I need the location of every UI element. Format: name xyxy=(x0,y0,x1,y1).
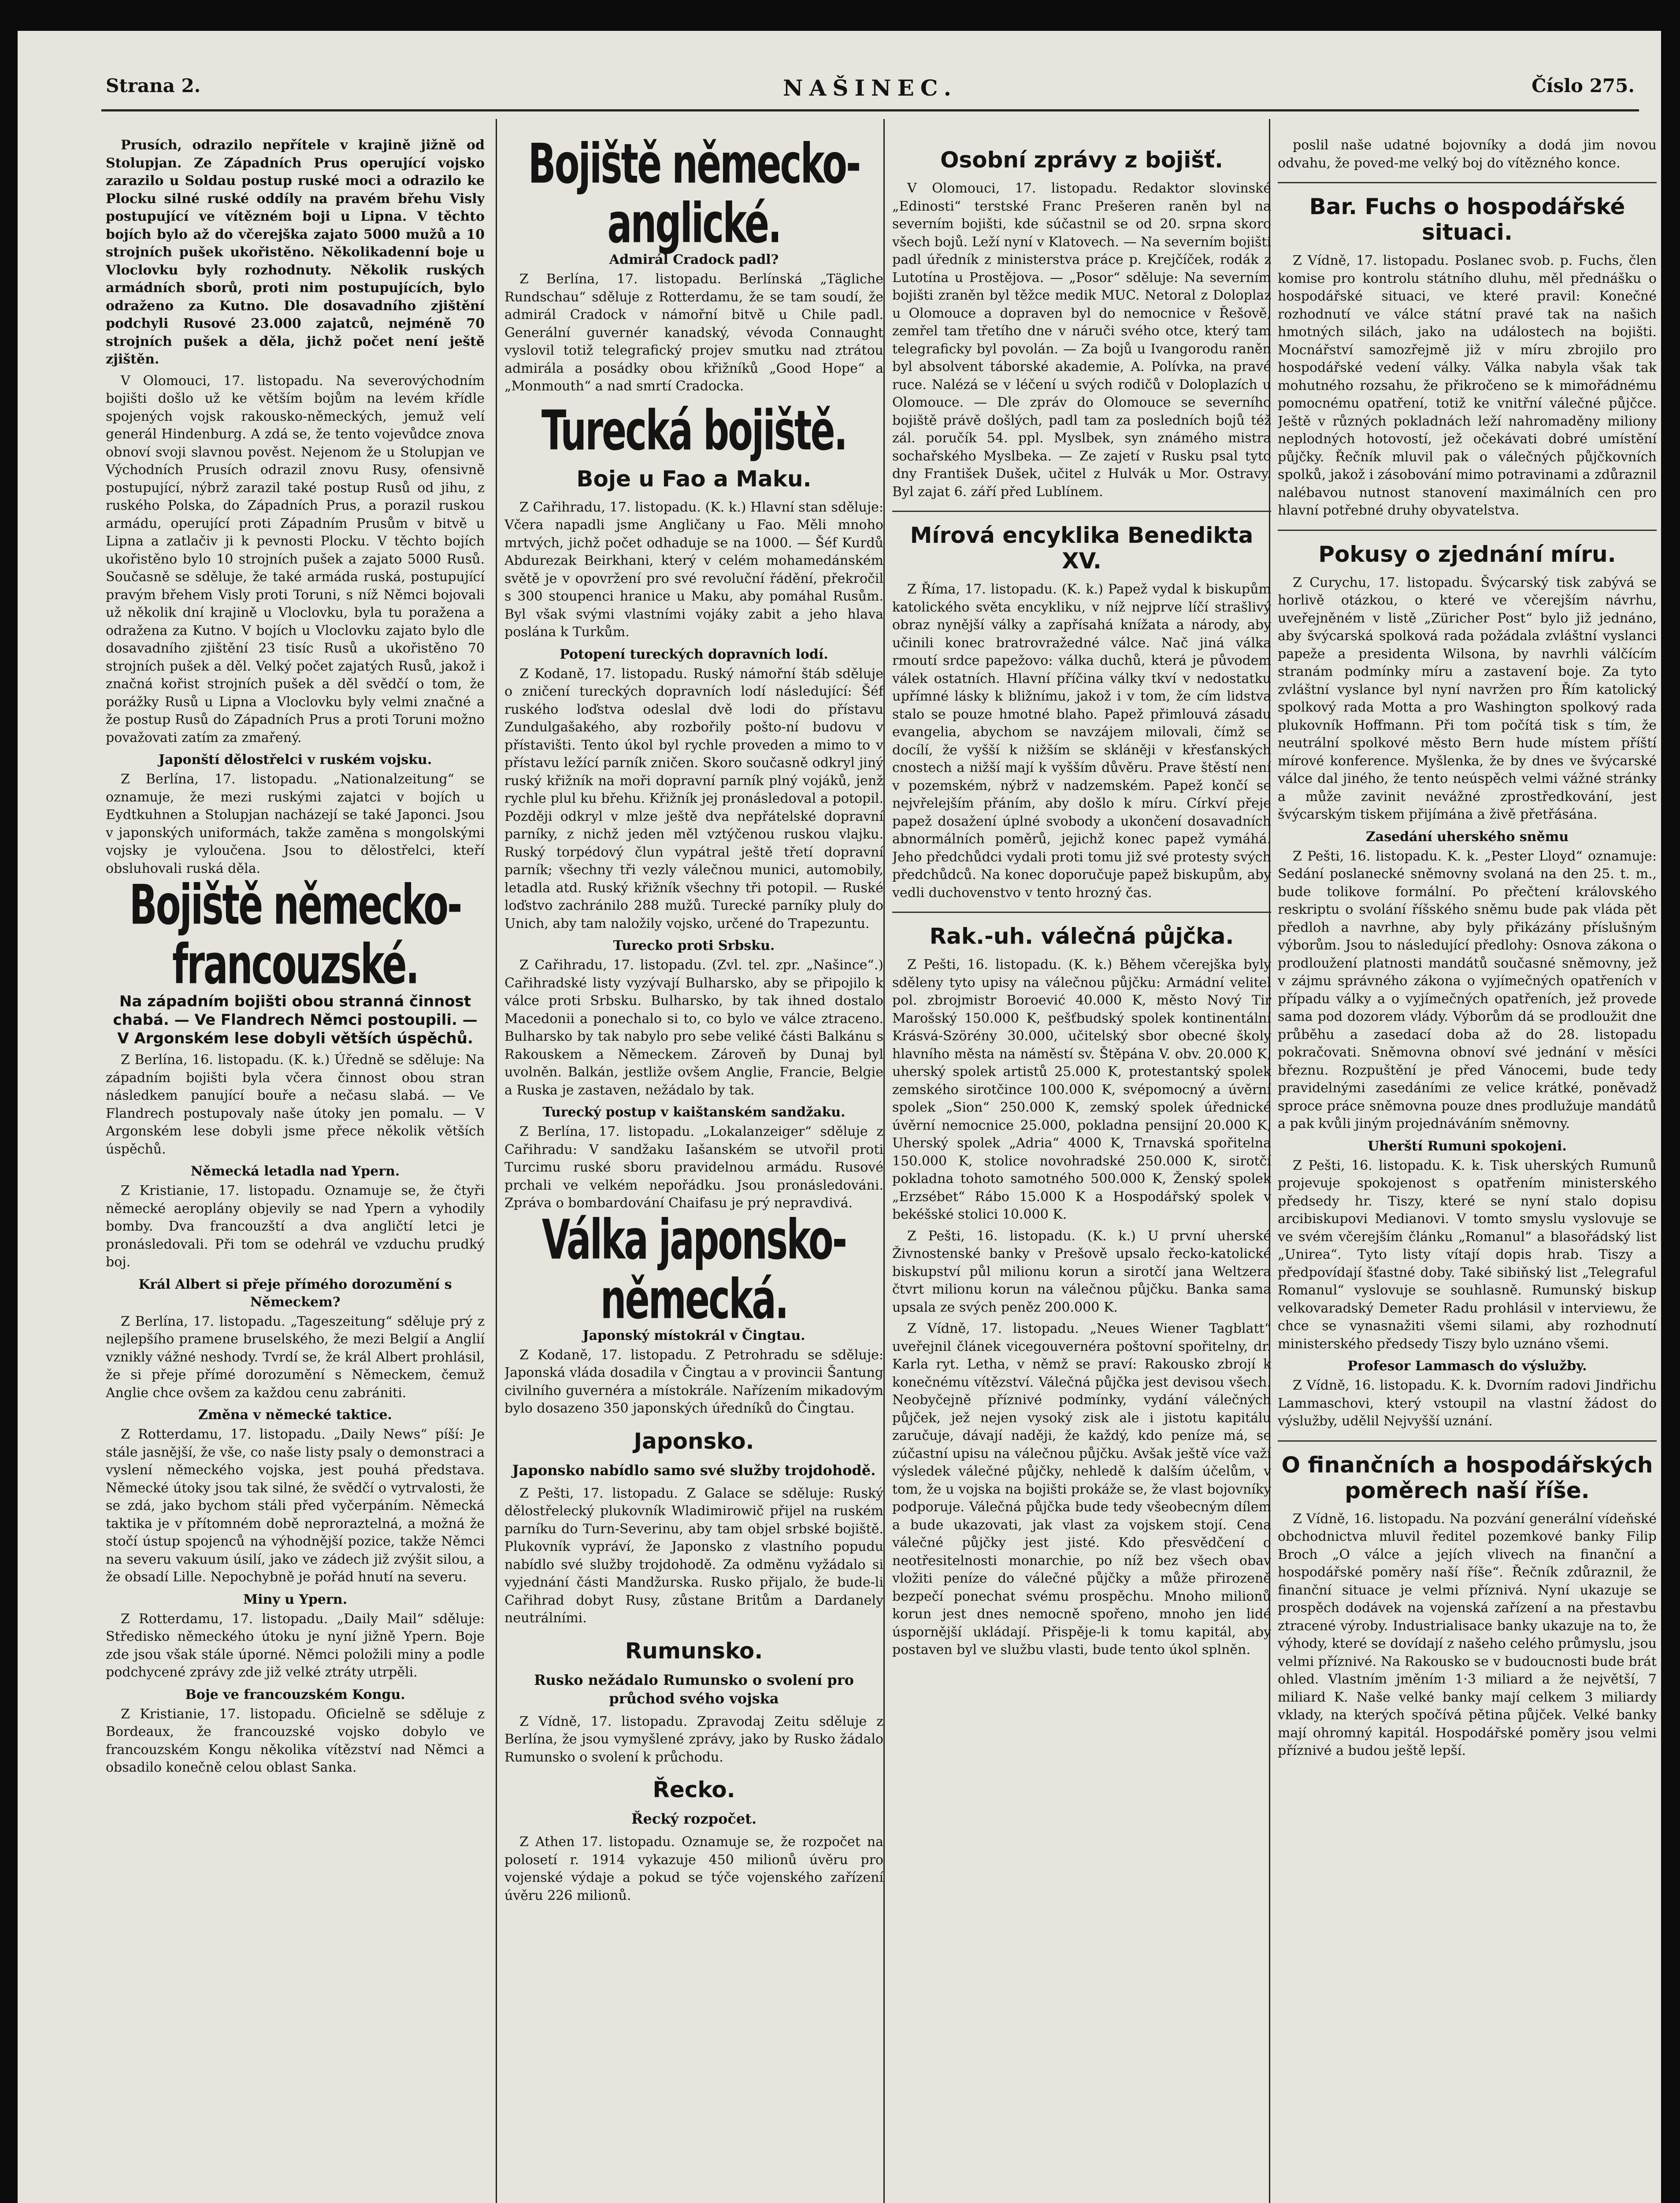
article-paragraph-bold: Prusích, odrazilo nepřítele v krajině jižně od Stolupjan. Ze Západních Prus operující vojsko zarazilo u Soldau postup ruské moci a odrazilo ke Plocku silné ruské oddíly na pravém břehu Visly postupující ve vítězném boji u Lipna. V těchto bojích bylo až do včerejška zajato 5000 mužů a 10 strojních pušek ukořistěno. Několikadenní boje u Vloclovku byly rozhodnuty. Několik ruských armádních sborů, proti nim postupujících, bylo odraženo za Kutno. Dle dosavadního zjištění podchyli Rusové 23.000 zajatců, nejméně 70 strojních pušek a děla, jichž počet není ještě zjištěn. xyxy=(106,137,485,367)
article-paragraph: Z Rotterdamu, 17. listopadu. „Daily News“ píší: Je stále jasnější, že vše, co naše listy psaly o demonstraci a vyslení německého vojska, jest pouhá představa. Německé útoky jsou tak silné, že svědčí o vytrvalosti, že se zdá, jako bychom stáli před vyčerpáním. Německá taktika je v přítomném době neproraztelná, a možná že stočí ústup spojenců na výhodnější pozice, takže Němci na severu vakuum úsilí, jako ve zádech již zvýšit silou, a že obsadí Lille. Nepochybně je pořád hnutí na severu. xyxy=(106,1427,485,1585)
article-paragraph: poslil naše udatné bojovníky a dodá jim novou odvahu, že poved-me velký boj do vítězného konce. xyxy=(1278,137,1657,171)
article-paragraph: Z Cařihradu, 17. listopadu. (K. k.) Hlavní stan sděluje: Včera napadli jsme Angličany u Fao. Měli mnoho mrtvých, jichž počet odhaduje se na 1000. — Šéf Kurdů Abdurezak Beirkhani, který v celém mohamedánském světě je v opovržení pro své revoluční řádění, překročil s 300 stoupenci hranice u Maku, aby pomáhal Rusům. Byl však svými vlastními vojáky zabit a jeho hlava poslána k Turkům. xyxy=(504,499,883,640)
article-separator xyxy=(1278,182,1657,183)
article-paragraph: Z Berlína, 17. listopadu. Berlínská „Tägliche Rundschau“ sděluje z Rotterdamu, že se tam soudí, že admirál Cradock v námořní bitvě u Chile padl. Generální guvernér kanadský, vévoda Connaught vyslovil totiž telegrafický projev smutku nad ztrátou admirála a posádky obou křižníků „Good Hope“ a „Monmouth“ a nad smrtí Cradocka. xyxy=(504,271,883,394)
article-headline: Pokusy o zjednání míru. xyxy=(1318,541,1616,567)
article-heading: Německá letadla nad Ypern. xyxy=(190,1164,400,1179)
article-paragraph: V Olomouci, 17. listopadu. Redaktor slovinské „Edinosti“ terstské Franc Prešeren raněn byl na severním bojišti, kde súčastnil se od 20. srpna skoro všech bojů. Leží nyní v Klatovech. — Na severním bojišti padl úředník z ministerstva práce p. Krejčíček, rodák z Lutotína u Prostějova. — „Posor“ sděluje: Na severním bojišti zraněn byl těžce medik MUC. Netoral z Doloplaz u Olomouce a dopraven byl do nemocnice v Řešově, zemřel tam třetího dne v náruči svého otce, který tam telegraficky byl povolán. — Za bojů u Ivangorodu raněn byl absolvent táborské akademie, A. Polívka, na pravé ruce. Nalézá se v léčení u svých rodičů v Doloplazích u Olomouce. — Dle zpráv do Olomouce se severního bojiště právě došlých, padl tam za posledních bojů též zál. poručík 54. ppl. Myslbek, syn známého mistra sochařského Myslbeka. — Ze zajetí v Rusku psal tyto dny František Dušek, učitel z Hulvák u Mor. Ostravy. Byl zajat 6. září před Lublínem. xyxy=(892,181,1271,500)
article-heading: Král Albert si přeje přímého dorozumění s Německem? xyxy=(138,1276,452,1310)
article-separator xyxy=(1278,530,1657,531)
article-heading: Turecko proti Srbsku. xyxy=(613,938,775,953)
article-separator xyxy=(892,511,1271,512)
article-subtitle: Rusko nežádalo Rumunsko o svolení pro průchod svého vojska xyxy=(534,1671,854,1707)
article-subheadline: Na západním bojišti obou stranná činnost chabá. — Ve Flandrech Němci postoupili. — V Argonském lese dobyli větších úspěchů. xyxy=(113,993,478,1047)
column-1 xyxy=(106,137,485,2203)
article-heading: Boje ve francouzském Kongu. xyxy=(185,1687,405,1702)
section-banner-heading: Bojiště německo-francouzské. xyxy=(129,873,461,997)
article-headline: Mírová encyklika Benedikta XV. xyxy=(910,523,1254,574)
newspaper-page xyxy=(18,31,1661,2203)
header-rule xyxy=(101,109,1639,111)
page-header xyxy=(106,75,1635,115)
article-heading: Japonský místokrál v Čingtau. xyxy=(582,1328,805,1343)
column-divider xyxy=(883,119,885,2203)
page-number: Strana 2. xyxy=(106,75,201,96)
article-heading: Změna v německé taktice. xyxy=(198,1407,392,1423)
article-paragraph: Z Pešti, 16. listopadu. K. k. Tisk uherských Rumunů projevuje spokojenost s opatřením ministerského předsedy hr. Tiszy, které se nyní stalo dopisu arcibiskupovi Medianovi. V tomto smyslu vyslovuje se ve svém včerejším článku „Romanul“ a blasořádský list „Unirea“. Tyto listy vítají dopis hrab. Tiszy a předpovídají šťastné doby. Také sibiňský list „Telegraful Romanul“ vyslovuje se souhlasně. Rumunský biskup velkovaradský Demeter Radu prohlásil v interviewu, že chce se vynasnažiti všemi silami, aby rozhodnutí ministerského předsedy Tiszy bylo uznáno všemi. xyxy=(1278,1157,1657,1352)
article-headline: Boje u Fao a Maku. xyxy=(576,466,812,492)
article-heading: Profesor Lammasch do výslužby. xyxy=(1347,1358,1587,1374)
article-separator xyxy=(892,912,1271,913)
article-paragraph: Z Pešti, 16. listopadu. K. k. „Pester Lloyd“ oznamuje: Sedání poslanecké sněmovny svolaná na den 25. t. m., bude tolikove formální. Po přečtení královského reskriptu o svolání říšského sněmu bude pak vláda pět předloh a navrhne, aby byly přikázány příslušným výborům. Jsou to následující předlohy: Osnova zákona o prodloužení platnosti mandátů současné sněmovny, jež v zájmu správného zákona o vyjímečných opatřeních v případu války a o vyjímečných opatřeních, jež provede sama pod dozorem vlády. Výborům dá se prodloužit dne průběhu a zasedací doba až do 28. listopadu pokračovati. Sněmovna obnoví své jednání v měsíci březnu. Rozpuštění je před Vánocemi, bude tedy pravidelnými zasedáními ze velice krátké, poněvadž sproce práce sněmovna pouze dnes prodlužuje mandátů a pak kvůli jiným projednáváním sněmovny. xyxy=(1278,848,1657,1131)
article-headline: O finančních a hospodářských poměrech naší říše. xyxy=(1281,1452,1653,1503)
article-paragraph: Z Kodaně, 17. listopadu. Z Petrohradu se sděluje: Japonská vláda dosadila v Čingtau a v provincii Šantung civilního guvernéra a místokrále. Nařízením mikadovým bylo dosazeno 350 japonských úředníků do Čingtau. xyxy=(504,1347,883,1416)
section-banner-heading: Turecká bojiště. xyxy=(541,398,847,463)
article-paragraph: Z Vídně, 17. listopadu. Zpravodaj Zeitu sděluje z Berlína, že jsou vymyšlené zprávy, jako by Rusko žádalo Rumunsko o svolení k průchodu. xyxy=(504,1713,883,1765)
article-heading: Zasedání uherského sněmu xyxy=(1365,829,1569,845)
article-paragraph: Z Pešti, 16. listopadu. (K. k.) Během včerejška byly sděleny tyto upisy na válečnou půjčku: Armádní velitel pol. zbrojmistr Boroević 40.000 K, město Nový Tir Marošský 150.000 K, pešťbudský spolek kontinentální Krásvá-Szörény 30.000, učitelský sbor obecné školy hlavního města na náměstí sv. Štěpána V. obv. 20.000 K, uherský spolek artistů 25.000 K, protestantský spolek zemského sirotčince 100.000 K, svépomocný a úvěrní spolek „Sion“ 250.000 K, zemský spolek úřednické úvěrní nemocnice 25.000, pokladna pensijní 20.000 K, Uherský spolek „Adria“ 4000 K, Trnavská spořitelna 150.000 K, stolice novohradské 250.000 K, sirotčí pokladna tohoto samotného 500.000 K, Ženský spolek „Erzsébet“ Rábo 15.000 K a Hospodářský spolek v bekéšské stolici 10.000 K. xyxy=(892,957,1271,1222)
section-banner-heading: Bojiště německo-anglické. xyxy=(528,137,860,256)
article-subtitle: Japonsko nabídlo samo své služby trojdohodě. xyxy=(512,1461,876,1479)
article-headline: Osobní zprávy z bojišť. xyxy=(940,147,1224,173)
article-paragraph: Z Říma, 17. listopadu. (K. k.) Papež vydal k biskupům katolického světa encykliku, v níž nejprve líčí strašlivý obraz nynější války a zapřísahá knížata a národy, aby učinili konec bratrovražedné válce. Nač jiná válka rmoutí srdce papežovo: válka duchů, která je původem válek ostatních. Hlavní příčina války tkví v nedostatku upřímné lásky k bližnímu, jakož i v tom, že cím lidstva stalo se pouze hmotné blaho. Papež přimlouvá zásadu evangelia, abychom se navzájem milovali, čímž se docílí, že vyšší k nižším se skláněji v křesťanských cnostech a nižší mají k vyšším důvěru. Prave štěstí není v pozemském, nýbrž v nadzemském. Papež končí se nejvřelejším přáním, aby došlo k míru. Církví přeje papež dosažení úplné svobody a ukončení dosavadních abnormálních poměrů, jejichž konec papež vymáhá. Jeho předchůdci vydali proti tomu již své protesty svých předchůdců. Na konec doporučuje papež biskupům, aby vedli duchovenstvo v tento hrozný čas. xyxy=(892,582,1271,901)
article-paragraph: Z Curychu, 17. listopadu. Švýcarský tisk zabývá se horlivě otázkou, o které ve včerejším návrhu, uveřejněném v listě „Züricher Post“ bylo již jednáno, aby švýcarská spolková rada požádala zvláštní vyslanci papeže a presidenta Wilsona, by navrhli válčícím stranám podmínky míru a zastavení boje. Za tyto zvláštní vyslance byl nyní navržen pro Řím katolický spolkový rada Motta a pro Washington spolkový rada plukovník Hoffmann. Při tom počítá tisk s tím, že neutrální spolkové město Bern hude místem příští mírové konference. Myšlenka, že by dnes ve švýcarské válce dal jiného, že tento neúspěch velmi vážné stránky a může zavinit nevážné zprostředkování, jest švýcarským tiskem přijímána a živě přetřásána. xyxy=(1278,575,1657,822)
article-subtitle: Řecký rozpočet. xyxy=(631,1810,757,1827)
article-paragraph: Z Athen 17. listopadu. Oznamuje se, že rozpočet na polosetí r. 1914 vykazuje 450 milionů úvěru pro vojenské výdaje a pokud se týče vojenského zařízení úvěru 226 milionů. xyxy=(504,1834,883,1903)
newspaper-title: NAŠINEC. xyxy=(783,75,958,101)
article-headline: Rak.-uh. válečná půjčka. xyxy=(929,923,1234,949)
issue-number: Číslo 275. xyxy=(1532,75,1635,96)
article-heading: Admirál Cradock padl? xyxy=(609,252,779,267)
article-separator xyxy=(1278,1440,1657,1442)
article-paragraph: Z Kodaně, 17. listopadu. Ruský námořní štáb sděluje o zničení tureckých dopravních lodí následující: Šéf ruského loďstva odeslal dvě lodi do přístavu Zundulgašakého, aby rozbořily pošto-ní budovu v přístavišti. Tento úkol byl rychle proveden a mimo to v přístavu ležící parník zničen. Skoro současně odkryl jiný ruský křižník na moři dopravní parník plný vojáků, jenž rychle plul ku břehu. Křižník jej pronásledoval a potopil. Později odkryl v mlze ještě dva nepřátelské dopravní parníky, z nichž jeden měl vztýčenou ruskou vlajku. Ruský torpédový člun vypátral ještě třetí dopravní parník; všechny tři vezly válečnou munici, automobily, letadla atd. Ruský křižník všechny tři potopil. — Ruské loďstvo zachránilo 288 mužů. Turecké parníky pluly do Unich, aby tam naložily vojsko, určené do Trapezuntu. xyxy=(504,666,883,931)
article-heading: Uherští Rumuni spokojeni. xyxy=(1368,1138,1567,1154)
article-paragraph: Z Berlína, 17. listopadu. „Nationalzeitung“ se oznamuje, že mezi ruskými zajatci v bojích u Eydtkuhnen a Stolupjan nacházejí se také Japonci. Jsou v japonských uniformách, takže zaměna s mongolskými vojsky je vyloučena. Jsou to dělostřelci, kteří obsluhovali ruská děla. xyxy=(106,771,485,876)
article-paragraph: Z Berlína, 16. listopadu. (K. k.) Úředně se sděluje: Na západním bojišti byla včera činnost obou stran následkem panující bouře a nečasu slabá. — Ve Flandrech postupovaly naše útoky jen pomalu. — V Argonském lese dobyli jsme přece několik větších úspěchů. xyxy=(106,1052,485,1157)
column-2 xyxy=(504,137,883,2203)
article-paragraph: Z Vídně, 17. listopadu. Poslanec svob. p. Fuchs, člen komise pro kontrolu státního dluhu, měl přednášku o hospodářské situaci, ve které pravil: Konečné rozhodnutí ve válce státní pravé tak na našich hmotných silách, jako na událostech na bojišti. Mocnářství samozřejmě již v míru zbrojilo pro hospodářské vedení války. Válka nabyla však tak mohutného rozsahu, že přikročeno se k mimořádnému pomocnému opatření, totiž ke vnitřní válečné půjčce. Ještě v různých pokladnách leží nahromaděny miliony neplodných hotovostí, jež očekávati dobré umístění půjčky. Řečník mluvil pak o válečných půjčkovních spolků, jakož i zásobování mimo potravinami a zdůraznil nalébavou nutnost stanovení maximálních cen pro hlavní potřebné druhy obyvatelstva. xyxy=(1278,253,1657,518)
article-paragraph: Z Pešti, 17. listopadu. Z Galace se sděluje: Ruský dělostřelecký plukovník Wladimirowič přijel na ruském parníku do Turn-Severinu, aby tam objel srbské bojiště. Plukovník vypráví, že Japonsko z vlastního popudu nabídlo své služby trojdohodě. Za odměnu vyžádalo si vyjednání části Mandžurska. Rusko přijalo, že bude-li Cařihrad dobyt Rusy, zůstane Britům a Dardanely neutrálními. xyxy=(504,1485,883,1626)
article-headline: Bar. Fuchs o hospodářské situaci. xyxy=(1309,194,1625,245)
article-headline: Řecko. xyxy=(653,1777,735,1802)
column-divider xyxy=(496,119,497,2203)
section-banner-heading: Válka japonsko-německá. xyxy=(541,1208,846,1331)
article-paragraph: Z Berlína, 17. listopadu. „Lokalanzeiger“ sděluje z Cařihradu: V sandžaku Iašanském se utvořil proti Turcimu ruské sboru pravidelnou armádu. Rusové prchali ve velkém nepořádku. Jsou pronásledováni. Zpráva o bombardování Chaifasu je prý nepravdivá. xyxy=(504,1124,883,1211)
article-heading: Turecký postup v kaištanském sandžaku. xyxy=(542,1105,846,1120)
article-headline: Japonsko. xyxy=(634,1428,754,1454)
article-paragraph: Z Kristianie, 17. listopadu. Oznamuje se, že čtyři německé aeroplány objevily se nad Ypern a vyhodily bomby. Dva francouzští a dva angličtí letci je pronásledovali. Při tom se odehrál ve vzduchu prudký boj. xyxy=(106,1183,485,1270)
article-paragraph: Z Vídně, 16. listopadu. K. k. Dvorním radovi Jindřichu Lammaschovi, který vstoupil na vlastní žádost do výslužby, udělil Nejvyšší uznání. xyxy=(1278,1378,1657,1429)
article-paragraph: Z Vídně, 17. listopadu. „Neues Wiener Tagblatt“ uveřejnil článek vicegouvernéra poštovní spořitelny, dr. Karla ryt. Letha, v němž se praví: Rakousko zbrojí k konečnému vítězství. Válečná půjčka jest devisou všech. Neobyčejně příznivé podmínky, vydání válečných půjček, jež nejen vysoký zisk ale i jistotu kapitálu zaručuje, dávají naději, že každý, kdo peníze má, se zúčastní upisu na válečnou půjčku. Avšak ještě více važí výsledek válečné půjčky, nehledě k dalším účelům, v tom, že u vojska na bojišti prokáže se, že vlast bojovníky podporuje. Válečná půjčka bude tedy všeobecným dílem a bude ukazovati, jak vlast za vojskem stojí. Cena válečné půjčky jest jisté. Kdo přesvědčení o neotřesitelnosti monarchie, po níž bez všech obav vložiti peníze do válečné půjčky a může přirozeně bezpečí ponechat svému prospěchu. Mnoho milionů korun jest dnes nemocně spořeno, mnoho jen lidé úspornější ukládají. Přispěje-li k tomu kapitál, aby postaven byl ve službu vlasti, bude tento úkol splněn. xyxy=(892,1321,1271,1658)
article-paragraph: Z Cařihradu, 17. listopadu. (Zvl. tel. zpr. „Našince“.) Cařihradské listy vyzývají Bulharsko, aby se připojilo k válce proti Srbsku. Bulharsko, by tak ihned dostalo Macedonii a ponechalo si to, co bylo ve válce ztraceno. Bulharsko by tak nabylo pro sebe veliké části Balkánu s Rakouskem a Německem. Zároveň by Dunaj byl uvolněn. Balkán, jestliže ovšem Anglie, Francie, Belgie a Ruska je zastaven, nežádalo by tak. xyxy=(504,957,883,1098)
article-heading: Miny u Ypern. xyxy=(243,1591,348,1607)
article-heading: Japonští dělostřelci v ruském vojsku. xyxy=(158,752,432,768)
article-paragraph: Z Kristianie, 17. listopadu. Oficielně se sděluje z Bordeaux, že francouzské vojsko dobylo ve francouzském Kongu několika vítězství nad Němci a obsadilo konečně celou oblast Sanka. xyxy=(106,1706,485,1775)
column-3 xyxy=(892,137,1271,2203)
article-heading: Potopení tureckých dopravních lodí. xyxy=(560,646,828,662)
article-paragraph: V Olomouci, 17. listopadu. Na severovýchodním bojišti došlo už ke větším bojům na levém křídle spojených vojsk rakousko-německých, jemuž velí generál Hindenburg. A zdá se, že tento vojevůdce znova obnoví svoji slavnou pověst. Nejenom že u Stolupjan ve Východních Prusích odrazil znovu Rusy, ofensivně postupující, nýbrž zarazil také postup Rusů od jihu, z ruského Polska, do Západních Prus, a porazil ruskou armádu, operující proti Západním Prusům v bitvě u Lipna a zatlačiv ji k pevnosti Plocku. V těchto bojích ukořistěno bylo 10 strojních pušek a zajato 5000 Rusů. Současně se sděluje, že také armáda ruská, postupující pravým břehem Visly proti Toruni, s níž Němci bojovali už několik dní krajině u Vloclovku, byla tu poražena a odražena za Kutno. V bojích u Vloclovku zajato bylo dle dosavadního zjištění 23 tisíc Rusů a ukořistěno 70 strojních pušek a děl. Velký počet zajatých Rusů, jakož i značná kořist strojních pušek a děl svědčí o tom, že porážky Rusů u Lipna a Vloclovku byly velmi značné a že postup Rusů do Západních Prus a proti Toruni možno považovati zatím za zmařený. xyxy=(106,373,485,745)
article-paragraph: Z Pešti, 16. listopadu. (K. k.) U první uherské Živnostenské banky v Prešově upsalo řecko-katolické biskupství půl milionu korun a sirotčí jana Weltzera čtvrt milionu korun na válečnou půjčku. Banka sama upsala ze svých peněz 200.000 K. xyxy=(892,1228,1271,1315)
article-headline: Rumunsko. xyxy=(625,1638,763,1664)
article-paragraph: Z Rotterdamu, 17. listopadu. „Daily Mail“ sděluje: Středisko německého útoku je nyní jižně Ypern. Boje zde jsou však stále úporné. Němci položili miny a podle podchycené zprávy zde již velké ztráty utrpěli. xyxy=(106,1611,485,1680)
article-paragraph: Z Vídně, 16. listopadu. Na pozvání generální vídeňské obchodnictva mluvil ředitel pozemkové banky Filip Broch „O válce a jejích vlivech na finanční a hospodářské poměry naší říše“. Řečník zdůraznil, že finanční situace je velmi příznivá. Nyní ukazuje se prospěch dodávek na vojenská zařízení a na přestavbu ztracené výroby. Industrialisace banky ukazuje na to, že výhody, které se dovídají z našeho celého průmyslu, jsou velmi příznivé. Na Rakousko se v budoucnosti bude brát ohled. Vlastním jměním 1·3 miliard a že největší, 7 miliard K. Naše velké banky mají celkem 3 miliardy vklady, na kterých spočívá pětina půjček. Velké banky mají ohromný kapitál. Hospodářské poměry jsou velmi příznivé a budou ještě lepší. xyxy=(1278,1511,1657,1758)
column-4 xyxy=(1278,137,1657,2203)
article-paragraph: Z Berlína, 17. listopadu. „Tageszeitung“ sděluje prý z nejlepšího pramene bruselského, že mezi Belgií a Anglií vznikly vážné neshody. Tvrdí se, že král Albert prohlásil, že si přeje přímé dorozumění s Německem, čemuž Anglie chce ovšem za každou cenu zabrániti. xyxy=(106,1313,485,1401)
